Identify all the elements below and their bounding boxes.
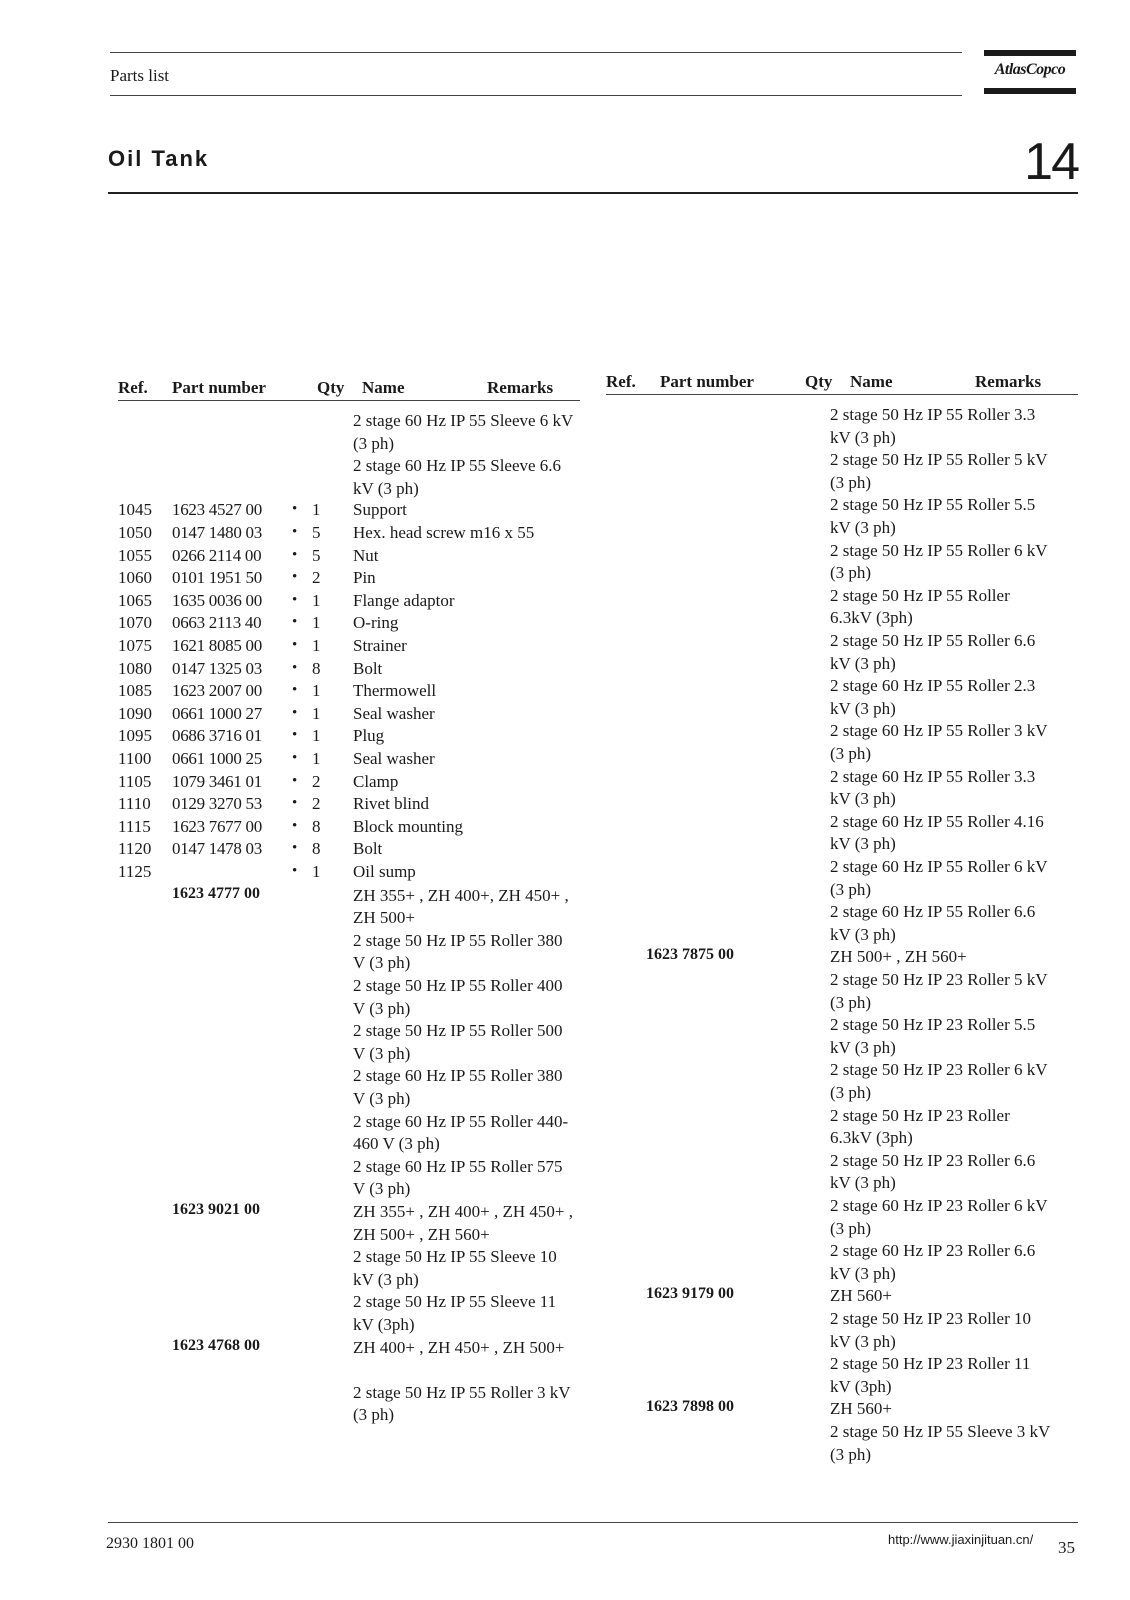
name-cell: Seal washer	[353, 703, 435, 723]
bullet-marker: •	[292, 524, 298, 540]
name-cell: Bolt	[353, 839, 383, 859]
group-part-number: 1623 7898 00	[646, 1398, 734, 1416]
ref-cell: 1100	[118, 749, 152, 768]
remark-text: 2 stage 60 Hz IP 23 Roller 6 kV (3 ph)	[830, 1196, 1048, 1238]
remark-text: 2 stage 50 Hz IP 23 Roller 5.5 kV (3 ph)	[830, 1015, 1036, 1057]
bullet-marker: •	[292, 750, 298, 766]
bullet-marker: •	[292, 546, 298, 563]
remark-text: 2 stage 50 Hz IP 23 Roller 5 kV (3 ph)	[830, 970, 1048, 1012]
name-cell: Hex. head screw m16 x 55	[353, 523, 535, 542]
col-qty-header: Qty	[317, 378, 345, 397]
qty-cell: 8	[312, 839, 321, 859]
bullet-marker: •	[292, 795, 298, 812]
qty-cell: 1	[312, 590, 321, 610]
ref-cell: 1120	[118, 839, 152, 859]
ref-cell: 1045	[118, 500, 152, 520]
part-number-cell: 0147 1480 03	[172, 523, 262, 542]
chapter-number: 14	[1024, 133, 1078, 191]
qty-cell: 1	[312, 862, 321, 881]
name-cell: Block mounting	[353, 816, 464, 836]
ref-cell: 1115	[118, 816, 151, 836]
remark-text: ZH 560+	[830, 1399, 892, 1419]
remark-text: 2 stage 50 Hz IP 55 Roller 400 V (3 ph)	[353, 976, 563, 1018]
part-number-cell: 1079 3461 01	[172, 771, 262, 791]
bullet-marker: •	[292, 863, 298, 879]
bullet-marker: •	[292, 659, 298, 676]
part-number-cell: 1621 8085 00	[172, 636, 262, 655]
bullet-marker: •	[292, 682, 298, 699]
part-number-cell: 0663 2113 40	[172, 613, 262, 633]
bullet-marker: •	[292, 727, 298, 744]
group-part-number: 1623 4768 00	[172, 1336, 260, 1354]
ref-cell: 1085	[118, 681, 152, 701]
name-cell: Oil sump	[353, 862, 416, 881]
bullet-marker: •	[292, 817, 298, 834]
remark-text: ZH 400+ , ZH 450+ , ZH 500+	[353, 1337, 565, 1357]
remark-text: 2 stage 50 Hz IP 23 Roller 6.3kV (3ph)	[830, 1105, 1010, 1148]
qty-cell: 1	[312, 500, 321, 520]
group-part-number: 1623 9179 00	[646, 1285, 734, 1303]
section-label: Parts list	[110, 66, 170, 85]
remark-text: 2 stage 50 Hz IP 23 Roller 11 kV (3ph)	[830, 1354, 1031, 1396]
qty-cell: 1	[312, 726, 321, 746]
remark-text: 2 stage 60 Hz IP 55 Roller 2.3 kV (3 ph)	[830, 676, 1036, 718]
logo-bottom-bar	[984, 88, 1076, 94]
title-rule	[108, 192, 1078, 194]
col-part-number-header: Part number	[172, 378, 266, 397]
remark-text: ZH 355+ , ZH 400+ , ZH 450+ , ZH 500+ , ZH 560+	[353, 1202, 573, 1244]
ref-cell: 1055	[118, 545, 152, 565]
part-number-cell: 0129 3270 53	[172, 794, 262, 814]
ref-cell: 1050	[118, 523, 152, 542]
bullet-marker: •	[292, 591, 298, 608]
remark-text: 2 stage 60 Hz IP 55 Roller 6.6 kV (3 ph)	[830, 902, 1036, 944]
remark-text: 2 stage 50 Hz IP 23 Roller 6 kV (3 ph)	[830, 1060, 1048, 1102]
part-number-cell: 1635 0036 00	[172, 590, 262, 610]
remark-text: 2 stage 60 Hz IP 55 Roller 4.16 kV (3 ph)	[830, 811, 1044, 854]
ref-cell: 1095	[118, 726, 152, 746]
remark-text: 2 stage 50 Hz IP 55 Roller 380 V (3 ph)	[353, 930, 563, 973]
bullet-marker: •	[292, 704, 298, 721]
col-name-header: Name	[362, 378, 405, 397]
name-cell: Pin	[353, 568, 376, 588]
page-title: Oil Tank	[108, 146, 210, 171]
ref-cell: 1090	[118, 703, 152, 723]
qty-cell: 1	[312, 636, 321, 655]
col-ref-header: Ref.	[606, 372, 636, 391]
remark-text: ZH 355+ , ZH 400+, ZH 450+ , ZH 500+	[353, 885, 569, 928]
remark-text: 2 stage 60 Hz IP 55 Roller 6 kV (3 ph)	[830, 857, 1048, 899]
part-number-cell: 1623 4527 00	[172, 500, 262, 520]
logo-text: AtlasCopco	[994, 61, 1066, 78]
qty-cell: 8	[312, 658, 321, 678]
remark-text: 2 stage 50 Hz IP 55 Sleeve 3 kV (3 ph)	[830, 1422, 1051, 1464]
left-header-rule	[118, 400, 580, 401]
name-cell: Plug	[353, 726, 385, 746]
remark-text: 2 stage 50 Hz IP 55 Roller 3 kV (3 ph)	[353, 1382, 571, 1425]
qty-cell: 5	[312, 523, 321, 542]
name-cell: Seal washer	[353, 749, 435, 768]
remark-text: 2 stage 50 Hz IP 55 Roller 6.3kV (3ph)	[830, 585, 1010, 628]
remark-text: 2 stage 50 Hz IP 55 Roller 5 kV (3 ph)	[830, 450, 1048, 492]
remark-text: 2 stage 50 Hz IP 55 Roller 6 kV (3 ph)	[830, 540, 1048, 583]
qty-cell: 8	[312, 816, 321, 836]
remark-text: 2 stage 60 Hz IP 55 Sleeve 6.6 kV (3 ph)	[353, 456, 562, 498]
remark-text: 2 stage 50 Hz IP 55 Sleeve 11 kV (3ph)	[353, 1292, 557, 1334]
col-ref-header: Ref.	[118, 378, 148, 397]
name-cell: O-ring	[353, 613, 399, 633]
qty-cell: 2	[312, 794, 321, 814]
footer-rule	[108, 1522, 1078, 1523]
remark-text: ZH 500+ , ZH 560+	[830, 947, 967, 967]
footer-page-number: 35	[1058, 1538, 1075, 1557]
name-cell: Support	[353, 500, 407, 520]
name-cell: Strainer	[353, 636, 407, 655]
bullet-marker: •	[292, 501, 298, 518]
name-cell: Clamp	[353, 771, 399, 791]
bullet-marker: •	[292, 840, 298, 857]
remark-text: 2 stage 50 Hz IP 55 Roller 500 V (3 ph)	[353, 1021, 563, 1063]
part-number-cell: 1623 7677 00	[172, 816, 262, 836]
qty-cell: 5	[312, 545, 321, 565]
bullet-marker: •	[292, 637, 298, 653]
col-remarks-header: Remarks	[487, 378, 554, 397]
remark-text: 2 stage 50 Hz IP 23 Roller 6.6 kV (3 ph)	[830, 1150, 1036, 1193]
remark-text: 2 stage 50 Hz IP 55 Roller 5.5 kV (3 ph)	[830, 495, 1036, 537]
part-number-cell: 0147 1325 03	[172, 658, 262, 678]
qty-cell: 1	[312, 613, 321, 633]
ref-cell: 1060	[118, 568, 152, 588]
bullet-marker: •	[292, 569, 298, 586]
group-part-number: 1623 9021 00	[172, 1201, 260, 1218]
remark-text: 2 stage 60 Hz IP 23 Roller 6.6 kV (3 ph)	[830, 1241, 1036, 1283]
name-cell: Thermowell	[353, 681, 437, 701]
remark-text: 2 stage 60 Hz IP 55 Roller 380 V (3 ph)	[353, 1066, 563, 1108]
atlas-copco-logo	[984, 50, 1076, 94]
ref-cell: 1070	[118, 613, 152, 633]
group-part-number: 1623 7875 00	[646, 946, 734, 964]
qty-cell: 1	[312, 749, 321, 768]
part-number-cell: 0686 3716 01	[172, 726, 262, 746]
name-cell: Bolt	[353, 658, 383, 678]
remark-text: ZH 560+	[830, 1286, 892, 1306]
ref-cell: 1105	[118, 771, 152, 791]
ref-cell: 1075	[118, 636, 152, 655]
name-cell: Rivet blind	[353, 794, 430, 814]
qty-cell: 1	[312, 681, 321, 701]
part-number-cell: 0147 1478 03	[172, 839, 262, 859]
remark-text: 2 stage 60 Hz IP 55 Roller 3 kV (3 ph)	[830, 721, 1048, 763]
qty-cell: 1	[312, 703, 321, 723]
part-number-cell: 0101 1951 50	[172, 568, 262, 588]
right-header-rule	[606, 394, 1078, 395]
remark-text: 2 stage 50 Hz IP 55 Roller 6.6 kV (3 ph)	[830, 631, 1036, 673]
ref-cell: 1065	[118, 590, 152, 610]
footer-doc-number: 2930 1801 00	[106, 1535, 194, 1552]
part-number-cell: 0661 1000 25	[172, 749, 262, 768]
header-bottom-rule	[110, 95, 962, 96]
remark-text: 2 stage 60 Hz IP 55 Roller 440-460 V (3 ph)	[353, 1111, 569, 1154]
ref-cell: 1080	[118, 658, 152, 678]
header-top-rule	[110, 52, 962, 53]
name-cell: Flange adaptor	[353, 590, 455, 610]
remark-text: 2 stage 60 Hz IP 55 Roller 575 V (3 ph)	[353, 1156, 563, 1199]
ref-cell: 1110	[118, 794, 151, 814]
footer-url: http://www.jiaxinjituan.cn/	[888, 1532, 1034, 1547]
logo-top-bar	[984, 50, 1076, 56]
group-part-number: 1623 4777 00	[172, 884, 260, 902]
col-remarks-header: Remarks	[975, 372, 1042, 391]
part-number-cell: 1623 2007 00	[172, 681, 262, 701]
remark-text: 2 stage 60 Hz IP 55 Roller 3.3 kV (3 ph)	[830, 766, 1036, 809]
col-name-header: Name	[850, 372, 893, 391]
col-part-number-header: Part number	[660, 372, 754, 391]
remark-text: 2 stage 50 Hz IP 55 Roller 3.3 kV (3 ph)	[830, 405, 1036, 447]
bullet-marker: •	[292, 772, 298, 789]
col-qty-header: Qty	[805, 372, 833, 391]
qty-cell: 2	[312, 568, 321, 588]
remark-text: 2 stage 60 Hz IP 55 Sleeve 6 kV (3 ph)	[353, 411, 574, 453]
part-number-cell: 0661 1000 27	[172, 703, 262, 723]
qty-cell: 2	[312, 771, 321, 791]
part-number-cell: 0266 2114 00	[172, 545, 262, 565]
name-cell: Nut	[353, 545, 379, 565]
remark-text: 2 stage 50 Hz IP 23 Roller 10 kV (3 ph)	[830, 1309, 1031, 1351]
remark-text: 2 stage 50 Hz IP 55 Sleeve 10 kV (3 ph)	[353, 1247, 557, 1289]
ref-cell: 1125	[118, 862, 152, 881]
bullet-marker: •	[292, 614, 298, 631]
